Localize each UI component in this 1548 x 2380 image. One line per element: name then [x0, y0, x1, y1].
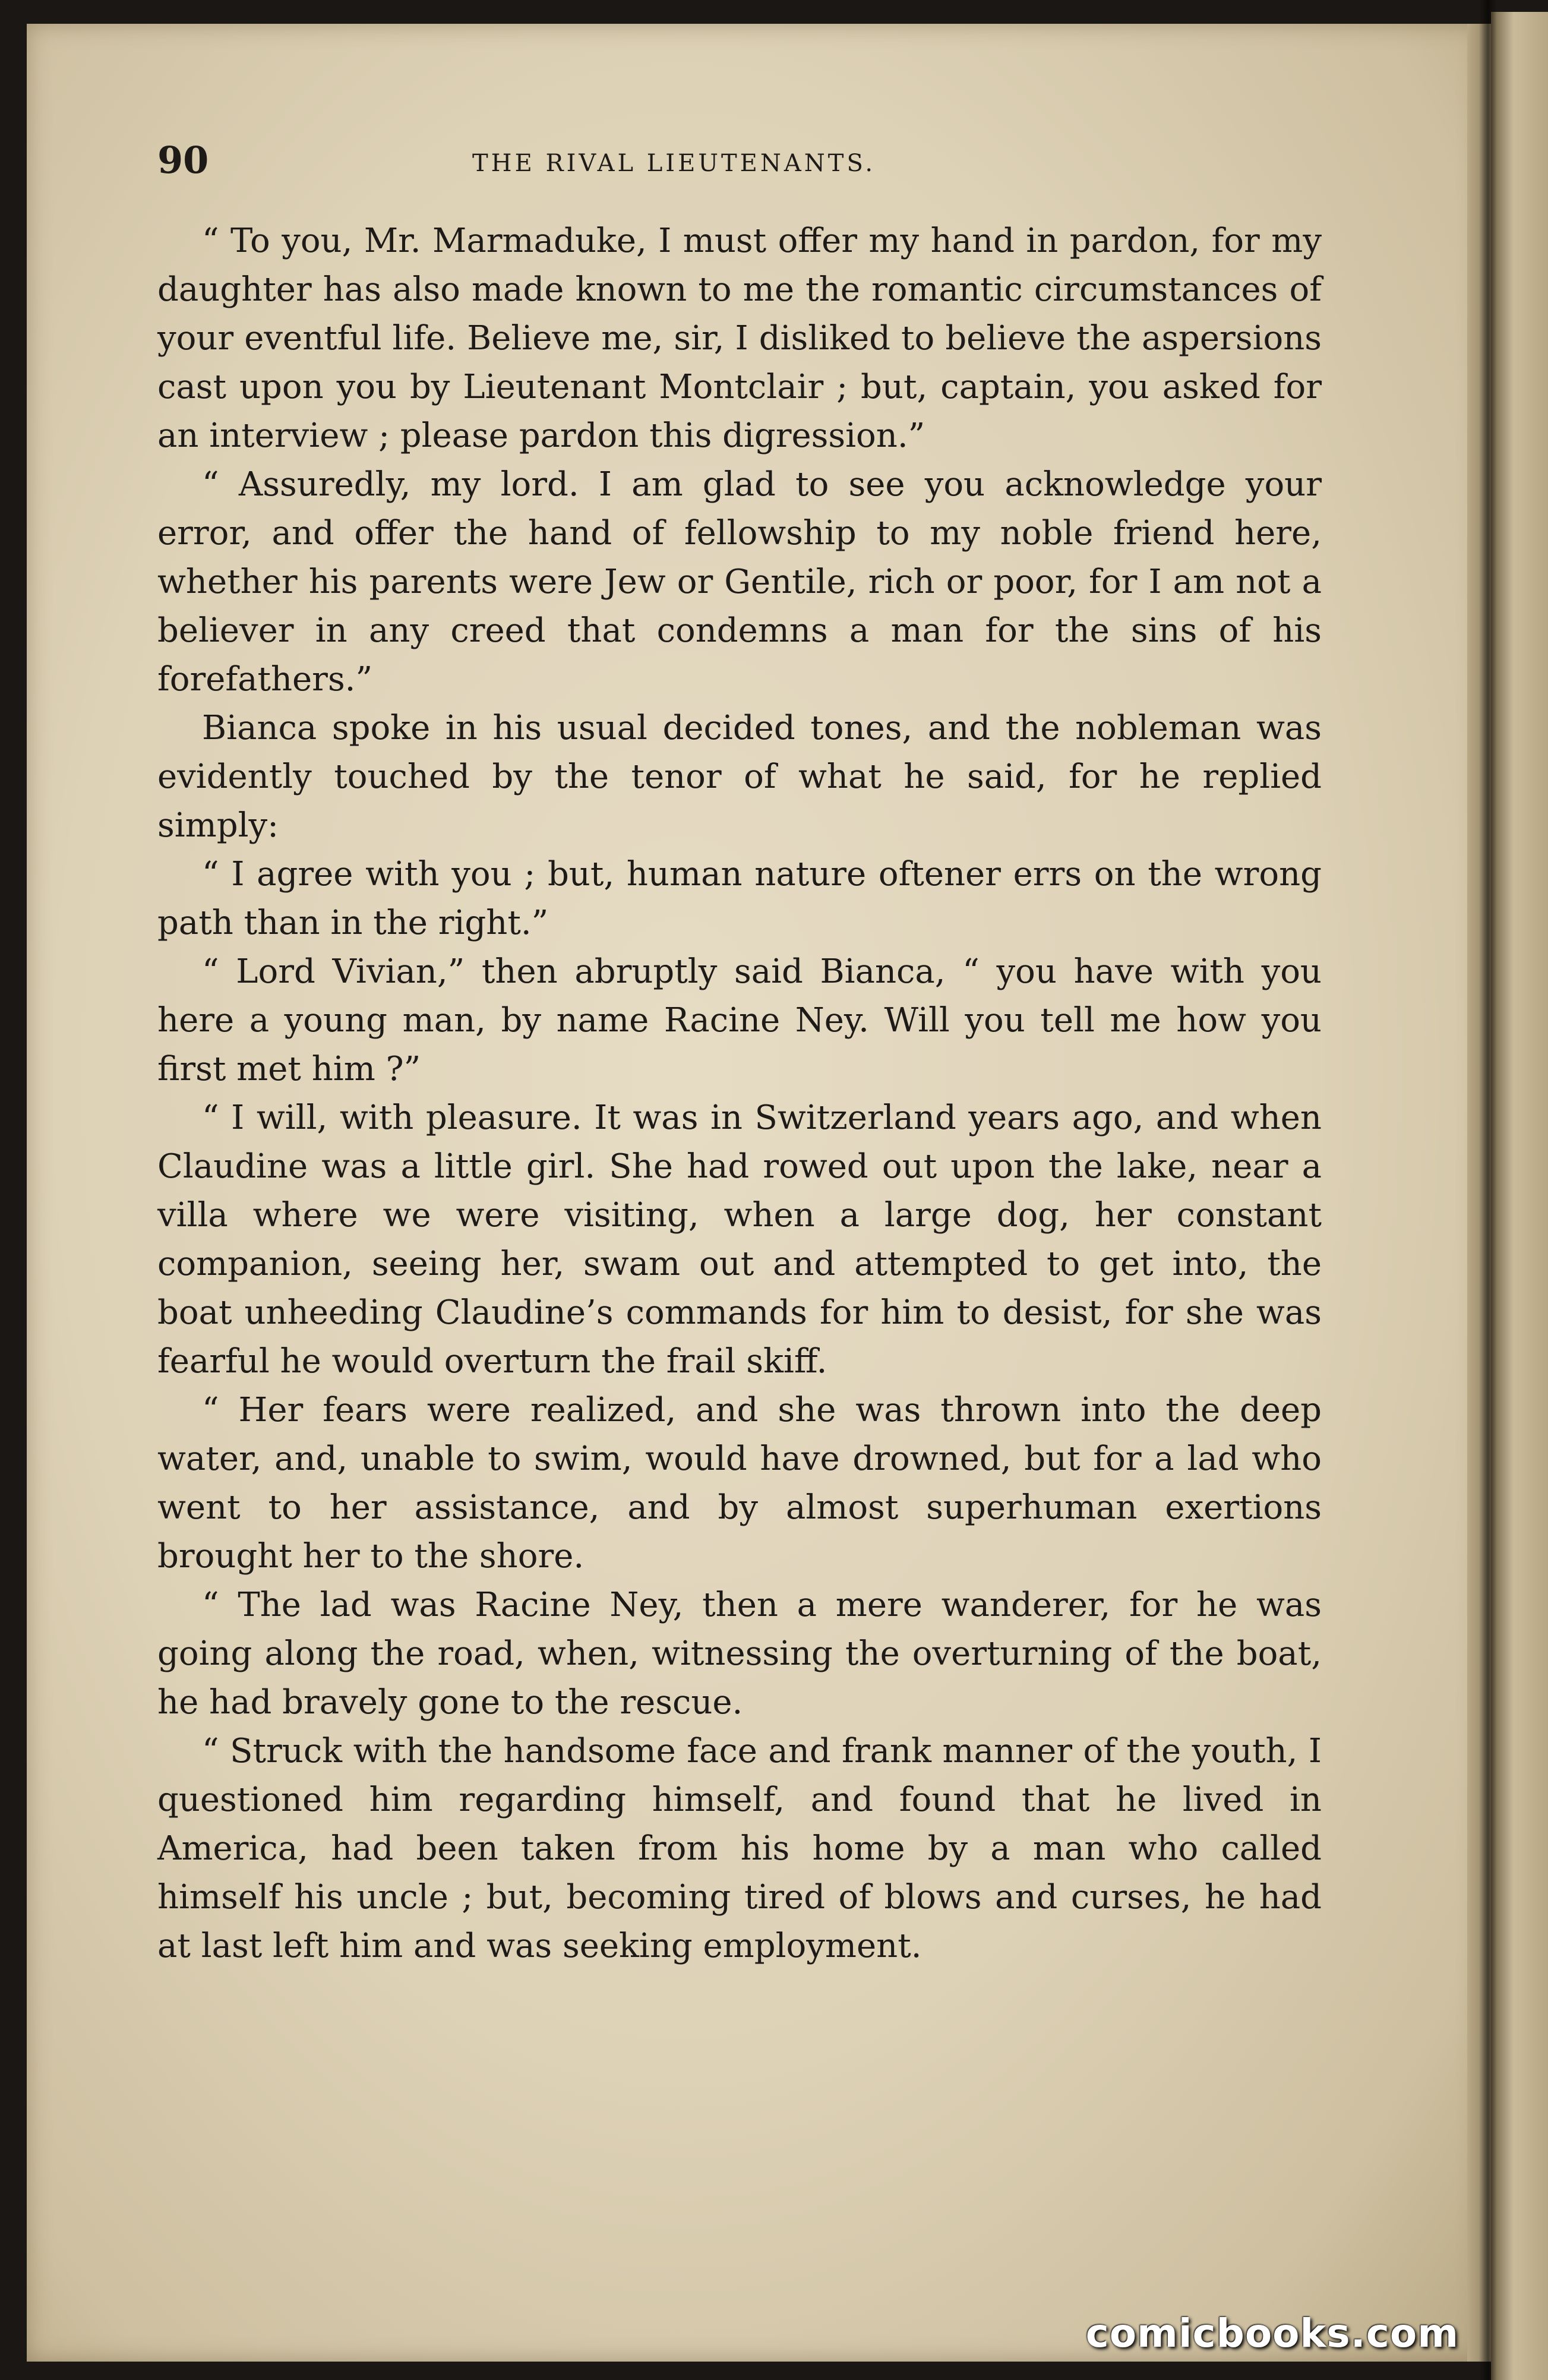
paragraph: “ I agree with you ; but, human nature oftener errs on the wrong path than in the right.”	[157, 855, 1322, 942]
facing-page-edge	[1491, 12, 1548, 2380]
book-title: THE RIVAL LIEUTENANTS.	[472, 150, 876, 177]
running-head	[157, 134, 1322, 187]
paragraph: “ To you, Mr. Marmaduke, I must offer my hand in pardon, for my daughter has also made known to me the romantic circumstances of your eventful life. Believe me, sir, I disliked to believe the aspersions cast upon you by Lieutenant Montclair ; but, captain, you asked for an interview ; please pardon this digression.”	[157, 222, 1322, 455]
paragraph: Bianca spoke in his usual decided tones, and the nobleman was evidently touched by the tenor of what he said, for he replied simply:	[157, 709, 1322, 845]
paragraph: “ The lad was Racine Ney, then a mere wanderer, for he was going along the road, when, witnessing the overturning of the boat, he had bravely gone to the rescue.	[157, 1586, 1322, 1722]
paragraph: “ Struck with the handsome face and frank manner of the youth, I questioned him regarding himself, and found that he lived in America, had been taken from his home by a man who called himself his uncle ; but, becoming tired of blows and curses, he had at last left him and was seeking employment.	[157, 1732, 1322, 1965]
paragraph: “ Lord Vivian,” then abruptly said Bianca, “ you have with you here a young man, by name Racine Ney. Will you tell me how you first met him ?”	[157, 952, 1322, 1088]
paragraph: “ Her fears were realized, and she was thrown into the deep water, and, unable to swim, would have drowned, but for a lad who went to her assistance, and by almost superhuman exertions brought her to the shore.	[157, 1391, 1322, 1576]
site-watermark: comicbooks.com	[1085, 2310, 1459, 2356]
paragraph: “ I will, with pleasure. It was in Switzerland years ago, and when Claudine was a little girl. She had rowed out upon the lake, near a villa where we were visiting, when a large dog, her constant companion, seeing her, swam out and attempted to get into, the boat unheeding Claudine’s commands for him to desist, for she was fearful he would overturn the frail skiff.	[157, 1099, 1322, 1381]
body-text	[157, 217, 1322, 1971]
paragraph: “ Assuredly, my lord. I am glad to see you acknowledge your error, and offer the hand of fellowship to my noble friend here, whether his parents were Jew or Gentile, rich or poor, for I am not a believer in any creed that condemns a man for the sins of his forefathers.”	[157, 465, 1322, 699]
spine-shadow	[1479, 0, 1497, 2380]
page-number: 90	[157, 138, 209, 182]
